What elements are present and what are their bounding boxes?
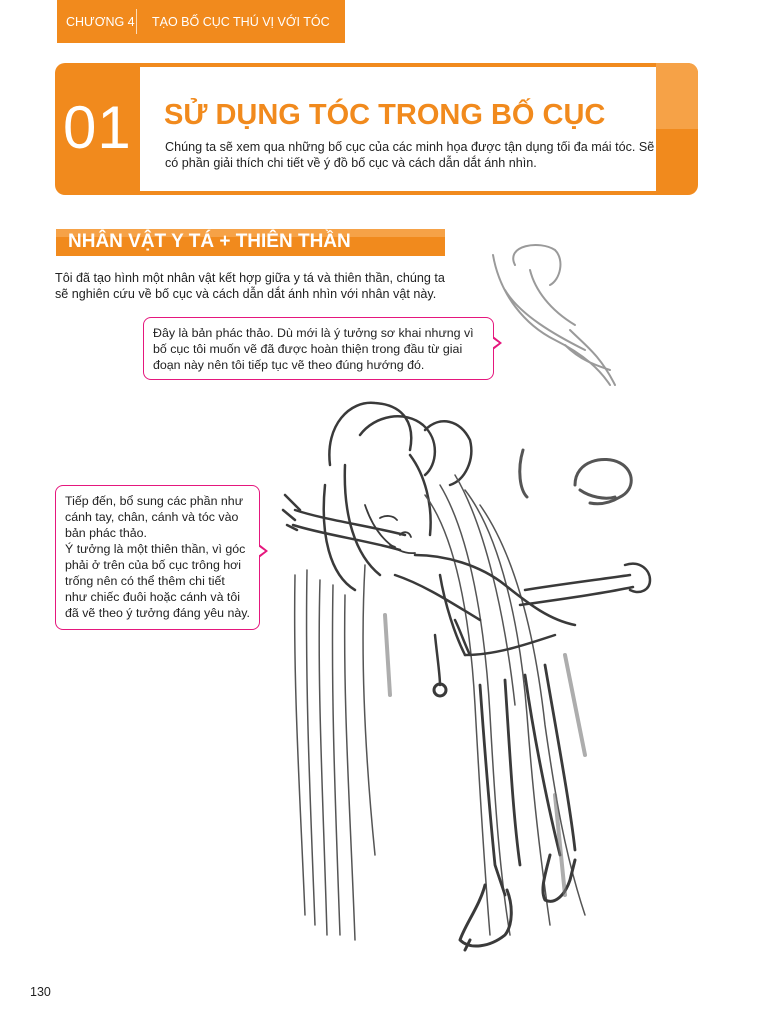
callout-pointer: [259, 544, 268, 558]
section-title: SỬ DỤNG TÓC TRONG BỐ CỤC: [164, 99, 606, 131]
section-number: 01: [63, 94, 132, 161]
subheading: NHÂN VẬT Y TÁ + THIÊN THẦN: [68, 231, 351, 252]
chapter-header: [57, 0, 345, 43]
callout-text: Đây là bản phác thảo. Dù mới là ý tưởng sơ khai nhưng vì bố cục tôi muốn vẽ đã được hoàn thiện trong đầu từ giai đoạn này nên tôi tiếp tục vẽ theo đúng hướng đó.: [153, 326, 474, 372]
page-number: 130: [30, 985, 51, 999]
section-description: Chúng ta sẽ xem qua những bố cục của các minh họa được tận dụng tối đa mái tóc. Sẽ có phần giải thích chi tiết về ý đồ bố cục và cách dẫn dắt ánh nhìn.: [165, 140, 655, 170]
section-header: [55, 63, 698, 195]
section-header-tab: [656, 63, 698, 129]
callout-text: Tiếp đến, bổ sung các phần như cánh tay, chân, cánh và tóc vào bản phác thảo. Ý tưởng là một thiên thần, vì góc phải ở trên của bố cục trông hơi trống nên có thể thêm chi tiết như chiếc đuôi hoặc cánh và tôi đã vẽ theo ý tưởng đáng yêu này.: [65, 494, 250, 620]
chapter-divider: [136, 9, 137, 34]
chapter-title: TẠO BỐ CỤC THÚ VỊ VỚI TÓC: [152, 14, 330, 29]
intro-paragraph: Tôi đã tạo hình một nhân vật kết hợp giữa y tá và thiên thần, chúng ta sẽ nghiên cứu về bố cục và cách dẫn dắt ánh nhìn với nhân vật này.: [55, 271, 445, 301]
callout-pointer: [493, 336, 502, 350]
callout-details-note: [55, 485, 260, 630]
section-title-box: [140, 67, 656, 191]
chapter-number: CHƯƠNG 4: [66, 14, 135, 29]
callout-sketch-note: [143, 317, 494, 380]
